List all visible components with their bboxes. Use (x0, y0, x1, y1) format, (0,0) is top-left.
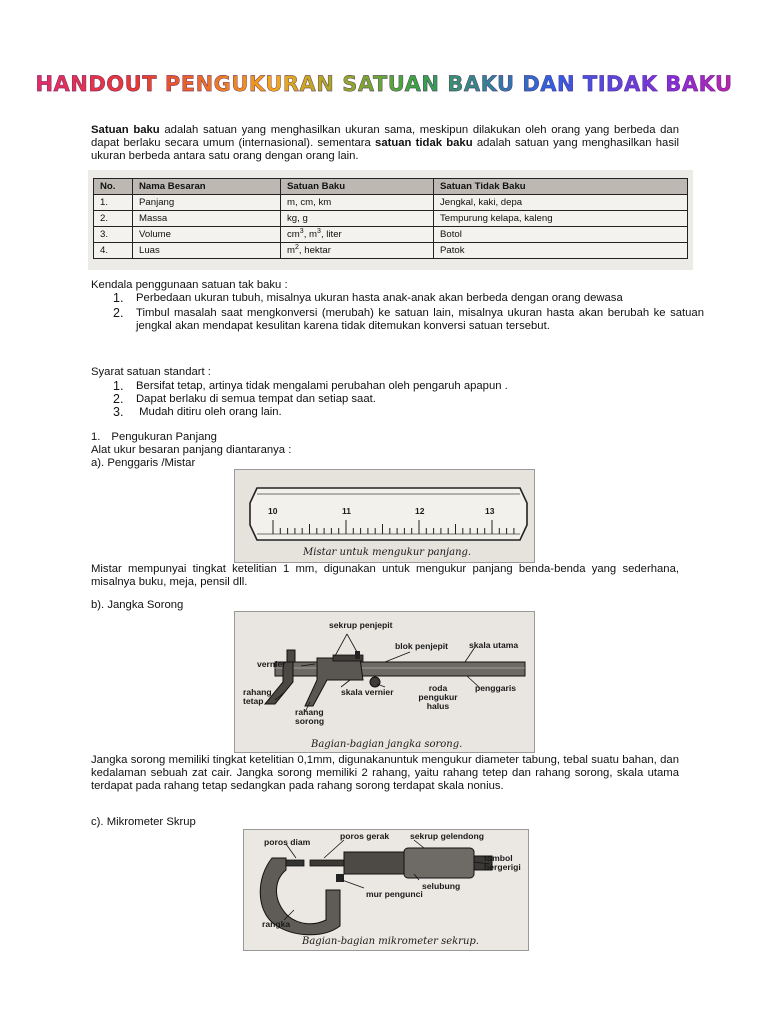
unit-text: , hektar (298, 245, 331, 257)
caliper-description: Jangka sorong memiliki tingkat ketelitian 0,1mm, digunakanuntuk mengukur diameter tabung, tebal suatu bahan, dan kedalaman sebuah zat cair. Jangka sorong memiliki 2 rahang, yaitu rahang tetep dan rahang sorong, skala utama terdapat pada rahang tetap sedangkan pada rahang sorong terdapat skala nonius. (91, 754, 679, 793)
intro-paragraph (91, 124, 679, 164)
list-number: 2. (113, 392, 124, 406)
ruler-tick-10: 10 (268, 506, 278, 516)
list-text: Bersifat tetap, artinya tidak mengalami perubahan oleh pengaruh apapun . (136, 380, 508, 392)
caliper-part-sekrup: sekrup penjepit (329, 620, 393, 630)
list-item (113, 406, 704, 419)
micrometer-part-sekrup: sekrup gelendong (410, 831, 485, 841)
cell-baku (281, 227, 434, 243)
cell-baku: kg, g (281, 211, 434, 227)
unit-exponent: 3 (317, 228, 321, 236)
table-row (94, 227, 688, 243)
cell-tidak-baku: Jengkal, kaki, depa (434, 195, 688, 211)
ruler-description: Mistar mempunyai tingkat ketelitian 1 mm, digunakan untuk mengukur panjang benda-benda yang sederhana, misalnya buku, meja, pensil dll. (91, 563, 679, 589)
units-table (93, 178, 688, 259)
cell-baku (281, 243, 434, 259)
caliper-part-skala-utama: skala utama (469, 640, 519, 650)
caliper-part-blok: blok penjepit (395, 641, 448, 651)
ruler-tick-13: 13 (485, 506, 495, 516)
list-item (113, 292, 704, 305)
ruler-figure (234, 469, 535, 563)
syarat-list (113, 380, 704, 419)
col-no: No. (94, 179, 133, 195)
cell-tidak-baku: Tempurung kelapa, kaleng (434, 211, 688, 227)
list-item (113, 393, 704, 406)
section-subheading: Alat ukur besaran panjang diantaranya : (91, 444, 292, 456)
cell-no: 1. (94, 195, 133, 211)
cell-tidak-baku: Botol (434, 227, 688, 243)
unit-exponent: 2 (295, 244, 299, 252)
caliper-part-rahang-sorong: rahang sorong (295, 707, 325, 726)
term-satuan-tidak-baku: satuan tidak baku (375, 137, 473, 150)
section-number: 1. (91, 431, 101, 443)
ruler-label: a). Penggaris /Mistar (91, 457, 196, 469)
section-title: Pengukuran Panjang (111, 431, 217, 443)
page-title: HANDOUT PENGUKURAN SATUAN BAKU DAN TIDAK BAKU (0, 72, 768, 96)
caliper-part-penggaris: penggaris (475, 683, 517, 693)
micrometer-part-poros-diam: poros diam (264, 837, 311, 847)
caliper-illustration (235, 612, 534, 752)
caliper-part-skala-vernier: skala vernier (341, 687, 394, 697)
ruler-caption: Mistar untuk mengukur panjang. (303, 547, 472, 558)
cell-tidak-baku: Patok (434, 243, 688, 259)
cell-name: Massa (133, 211, 281, 227)
col-nama-besaran: Nama Besaran (133, 179, 281, 195)
list-text: Timbul masalah saat mengkonversi (merubah) ke satuan lain, misalnya ukuran hasta akan berubah ke satuan jengkal akan mendapat kesulitan karena tidak ditemukan konversi satuan tersebut. (136, 307, 704, 332)
cell-baku: m, cm, km (281, 195, 434, 211)
micrometer-caption: Bagian-bagian mikrometer sekrup. (302, 936, 479, 947)
cell-no: 4. (94, 243, 133, 259)
unit-text: m (287, 245, 295, 257)
unit-text: cm (287, 229, 300, 241)
intro-text-2: adalah satuan yang menghasilkan hasil ukuran berbeda antara satu orang dengan orang lain. (91, 137, 679, 163)
syarat-heading: Syarat satuan standart : (91, 366, 211, 378)
cell-name: Luas (133, 243, 281, 259)
cell-name: Volume (133, 227, 281, 243)
micrometer-figure (243, 829, 529, 951)
cell-no: 3. (94, 227, 133, 243)
caliper-part-roda: roda pengukur halus (418, 683, 458, 711)
intro-text-1: adalah satuan yang menghasilkan ukuran sama, meskipun dilakukan oleh orang yang berbeda dan dapat berlaku secara umum (internasional). sementara (91, 124, 679, 150)
list-text: Dapat berlaku di semua tempat dan setiap saat. (136, 393, 376, 405)
list-item (113, 307, 704, 333)
term-satuan-baku: Satuan baku (91, 124, 160, 136)
table-row (94, 211, 688, 227)
unit-text: , liter (320, 229, 342, 241)
col-satuan-tidak-baku: Satuan Tidak Baku (434, 179, 688, 195)
section-heading (91, 431, 217, 444)
micrometer-part-selubung: selubung (422, 881, 461, 891)
ruler-tick-12: 12 (415, 506, 425, 516)
unit-exponent: 3 (299, 228, 304, 236)
caliper-caption: Bagian-bagian jangka sorong. (311, 739, 463, 750)
micrometer-part-poros-gerak: poros gerak (340, 831, 390, 841)
unit-text: , m (303, 229, 318, 241)
cell-name: Panjang (133, 195, 281, 211)
ruler-tick-11: 11 (342, 506, 351, 516)
micrometer-label: c). Mikrometer Skrup (91, 816, 196, 828)
caliper-figure (234, 611, 535, 753)
list-number: 3. (113, 405, 124, 419)
list-number: 1. (113, 379, 124, 393)
kendala-heading: Kendala penggunaan satuan tak baku : (91, 279, 288, 291)
caliper-part-vernier: vernier (257, 659, 286, 669)
caliper-part-rahang-tetap: rahang tetap (243, 687, 272, 706)
table-header-row (94, 179, 688, 195)
col-satuan-baku: Satuan Baku (281, 179, 434, 195)
kendala-list (113, 292, 704, 333)
caliper-label: b). Jangka Sorong (91, 599, 184, 611)
table-row (94, 243, 688, 259)
list-number: 1. (113, 291, 124, 305)
list-text: Mudah ditiru oleh orang lain. (136, 406, 282, 418)
cell-no: 2. (94, 211, 133, 227)
micrometer-part-rangka: rangka (262, 919, 291, 929)
list-item (113, 380, 704, 393)
micrometer-part-mur: mur pengunci (366, 889, 423, 899)
micrometer-part-tombol: tombol bergerigi (484, 853, 521, 872)
list-text: Perbedaan ukuran tubuh, misalnya ukuran hasta anak-anak akan berbeda dengan orang dewasa (136, 292, 623, 304)
table-row (94, 195, 688, 211)
list-number: 2. (113, 306, 124, 320)
